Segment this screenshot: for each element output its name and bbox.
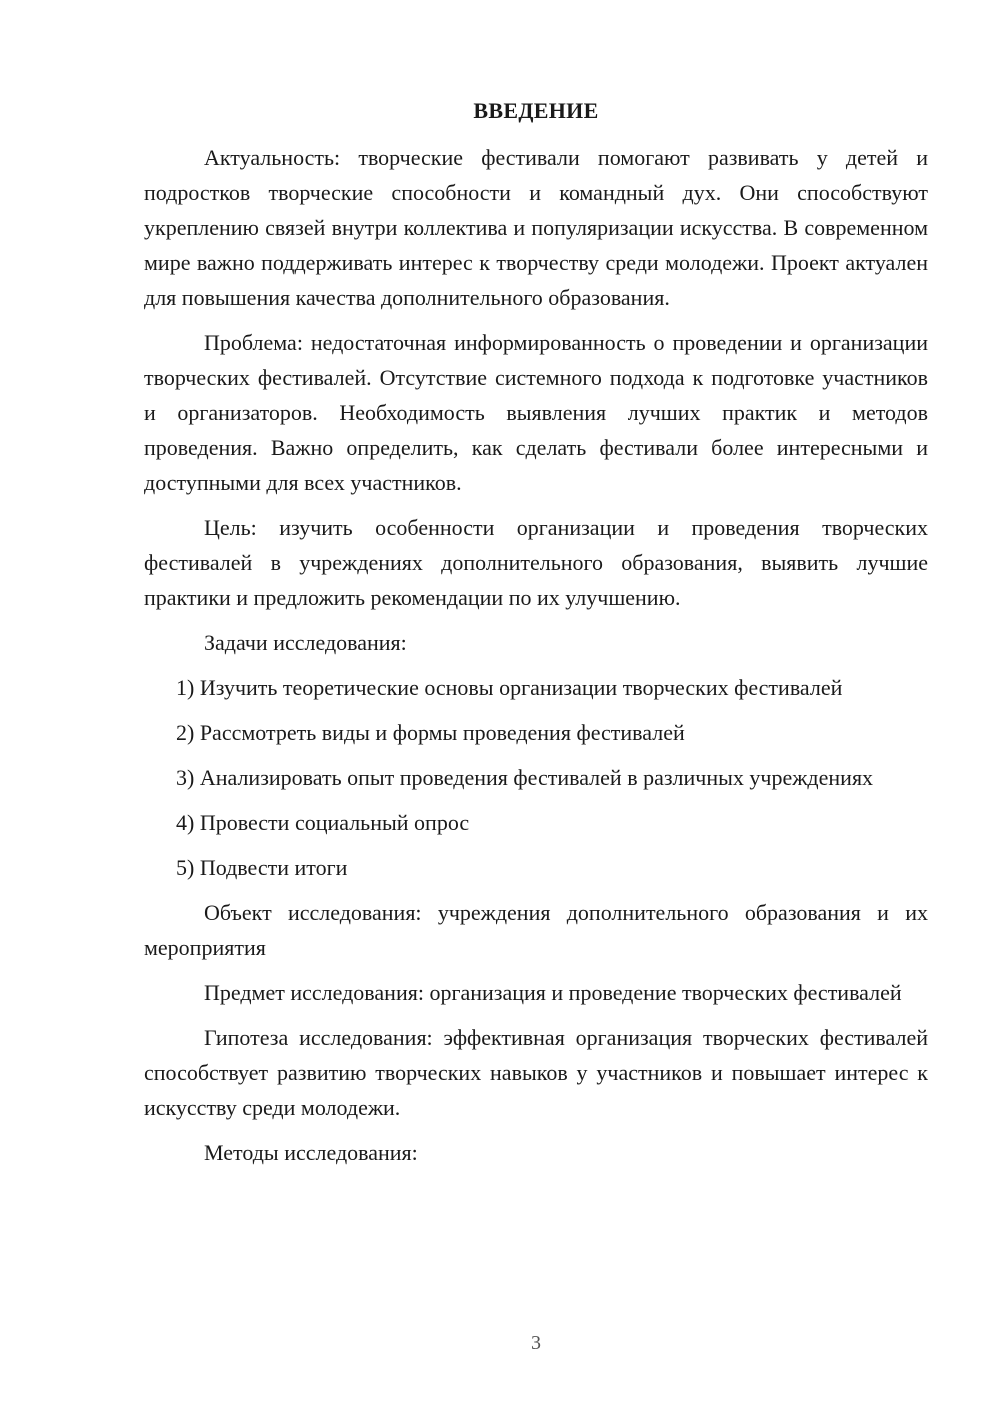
hypothesis-paragraph: Гипотеза исследования: эффективная организация творческих фестивалей способствует развитию творческих навыков у участников и повышает интерес к искусству среди молодежи. <box>144 1025 928 1120</box>
object-paragraph: Объект исследования: учреждения дополнительного образования и их мероприятия <box>144 900 928 960</box>
page-title: ВВЕДЕНИЕ <box>473 98 599 123</box>
task-item-3: 3) Анализировать опыт проведения фестивалей в различных учреждениях <box>176 765 874 790</box>
task-item-5: 5) Подвести итоги <box>176 855 348 880</box>
task-item-1: 1) Изучить теоретические основы организации творческих фестивалей <box>176 675 843 700</box>
goal-paragraph: Цель: изучить особенности организации и проведения творческих фестивалей в учреждениях дополнительного образования, выявить лучшие практики и предложить рекомендации по их улучшению. <box>144 515 928 610</box>
task-item-4: 4) Провести социальный опрос <box>176 810 470 835</box>
problem-paragraph: Проблема: недостаточная информированность о проведении и организации творческих фестивалей. Отсутствие системного подхода к подготовке участников и организаторов. Необходимость выявления лучших практик и методов проведения. Важно определить, как сделать фестивали более интересными и доступными для всех участников. <box>144 330 928 495</box>
subject-paragraph: Предмет исследования: организация и проведение творческих фестивалей <box>204 980 902 1005</box>
methods-heading: Методы исследования: <box>204 1140 418 1165</box>
task-item-2: 2) Рассмотреть виды и формы проведения фестивалей <box>176 720 685 745</box>
document-page <box>144 96 928 1180</box>
page-number: 3 <box>531 1332 541 1354</box>
tasks-heading: Задачи исследования: <box>204 630 407 655</box>
relevance-paragraph: Актуальность: творческие фестивали помогают развивать у детей и подростков творческие способности и командный дух. Они способствуют укреплению связей внутри коллектива и популяризации искусства. В современном мире важно поддерживать интерес к творчеству среди молодежи. Проект актуален для повышения качества дополнительного образования. <box>144 145 928 310</box>
